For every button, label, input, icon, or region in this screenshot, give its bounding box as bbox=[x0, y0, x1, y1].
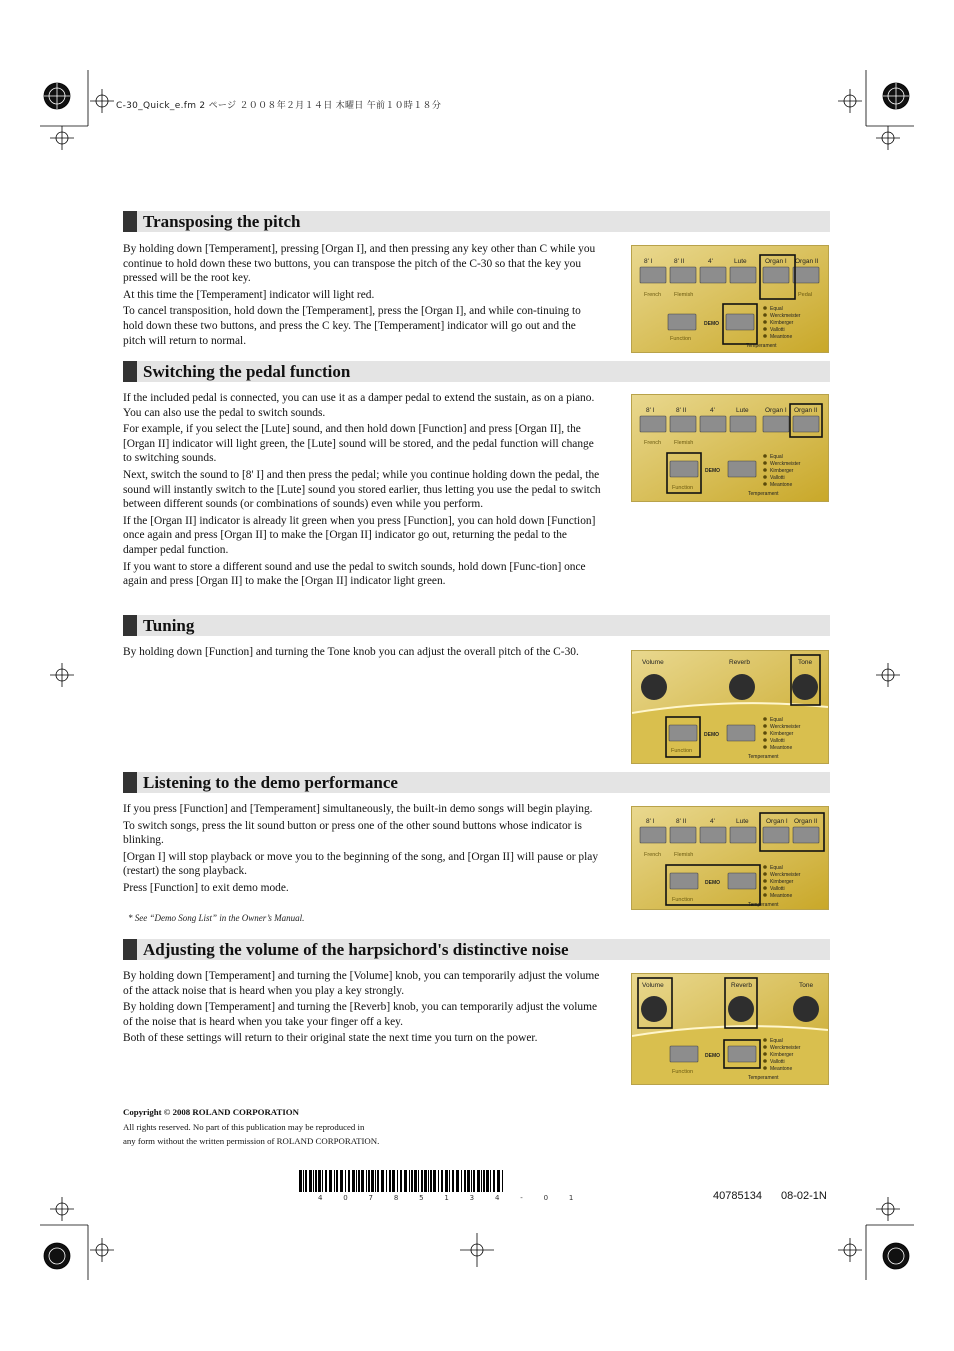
barcode-bar bbox=[305, 1170, 307, 1192]
svg-text:Organ I: Organ I bbox=[765, 407, 787, 414]
barcode-bar bbox=[345, 1170, 346, 1192]
barcode-bar bbox=[318, 1170, 321, 1192]
section-marker bbox=[123, 361, 137, 382]
barcode-bar bbox=[348, 1170, 350, 1192]
section-title: Adjusting the volume of the harpsichord's distinctive noise bbox=[143, 940, 569, 959]
svg-text:Tone: Tone bbox=[799, 982, 814, 989]
paragraph: By holding down [Temperament] and turning the [Reverb] knob, you can temporarily adjust the volume of the noise that is heard when you take your finger off a key. bbox=[123, 1001, 598, 1028]
barcode-bar bbox=[452, 1170, 454, 1192]
barcode-bar bbox=[461, 1170, 462, 1192]
barcode-bar bbox=[467, 1170, 470, 1192]
barcode-bar bbox=[428, 1170, 429, 1192]
barcode-bar bbox=[329, 1170, 332, 1192]
barcode-bar bbox=[392, 1170, 395, 1192]
svg-text:Function: Function bbox=[672, 1069, 694, 1075]
svg-text:Equal: Equal bbox=[770, 865, 783, 871]
barcode-bar bbox=[325, 1170, 327, 1192]
panel-drawing bbox=[632, 246, 828, 352]
svg-text:Vallotti: Vallotti bbox=[770, 738, 785, 744]
sublabel-pedal: Pedal bbox=[798, 292, 813, 298]
barcode-bar bbox=[397, 1170, 398, 1192]
barcode-bar bbox=[315, 1170, 317, 1192]
svg-text:Werckmeister: Werckmeister bbox=[770, 1045, 801, 1051]
svg-text:Volume: Volume bbox=[642, 982, 664, 989]
svg-text:8' I: 8' I bbox=[646, 407, 655, 414]
svg-text:Kirnberger: Kirnberger bbox=[770, 468, 794, 474]
barcode-bar bbox=[473, 1170, 475, 1192]
svg-text:Vallotti: Vallotti bbox=[770, 475, 785, 481]
panel-drawing bbox=[632, 974, 828, 1084]
svg-text:Function: Function bbox=[672, 485, 694, 491]
svg-text:Temperament: Temperament bbox=[748, 902, 779, 908]
barcode-bar bbox=[340, 1170, 343, 1192]
barcode-bar bbox=[400, 1170, 402, 1192]
barcode-bar bbox=[361, 1170, 364, 1192]
barcode-bar bbox=[497, 1170, 500, 1192]
svg-text:4': 4' bbox=[710, 818, 715, 825]
barcode-bar bbox=[477, 1170, 480, 1192]
panel-illustration-pedal bbox=[631, 394, 829, 502]
panel-drawing bbox=[632, 651, 828, 763]
paragraph: To switch songs, press the lit sound button or press one of the other sound buttons whose indicator is blinking. bbox=[123, 819, 582, 847]
section-body-tuning bbox=[123, 645, 601, 662]
svg-text:Temperament: Temperament bbox=[748, 1075, 779, 1081]
paragraph: [Organ I] will stop playback or move you to the beginning of the song, and [Organ II] will pause or play (restart) the song playback. bbox=[123, 850, 599, 878]
demo-label: DEMO bbox=[704, 321, 719, 327]
svg-text:Werckmeister: Werckmeister bbox=[770, 724, 801, 730]
label-organ2: Organ II bbox=[795, 258, 819, 265]
svg-text:Temperament: Temperament bbox=[748, 754, 779, 760]
svg-text:Flemish: Flemish bbox=[674, 852, 694, 858]
barcode-bar bbox=[456, 1170, 459, 1192]
paragraph: To cancel transposition, hold down the [Temperament], press the [Organ I], and while con-tinuing to hold down these two buttons, and press the C key. The [Temperament] indicator will go out and the pitch will return to normal. bbox=[123, 305, 581, 347]
section-marker bbox=[123, 939, 137, 960]
section-title: Transposing the pitch bbox=[143, 212, 301, 231]
section-title: Tuning bbox=[143, 616, 195, 635]
barcode-bar bbox=[449, 1170, 450, 1192]
svg-text:Kirnberger: Kirnberger bbox=[770, 731, 794, 737]
panel-drawing bbox=[632, 395, 828, 501]
copyright-block bbox=[123, 1105, 379, 1149]
temp-vall: Vallotti bbox=[770, 327, 785, 333]
barcode-bar bbox=[334, 1170, 335, 1192]
section-body-harpsichord-noise bbox=[123, 969, 601, 1048]
temperament-label: Temperament bbox=[746, 343, 777, 349]
barcode-bar bbox=[464, 1170, 466, 1192]
label-organ1: Organ I bbox=[765, 258, 787, 265]
barcode-bar bbox=[441, 1170, 443, 1192]
temp-kirn: Kirnberger bbox=[770, 320, 794, 326]
barcode-bar bbox=[377, 1170, 379, 1192]
temp-mean: Meantone bbox=[770, 334, 793, 340]
paragraph: Both of these settings will return to their original state the next time you turn on the power. bbox=[123, 1032, 538, 1045]
barcode-bar bbox=[356, 1170, 357, 1192]
barcode-bar bbox=[483, 1170, 485, 1192]
barcode-bar bbox=[309, 1170, 312, 1192]
paragraph: Next, switch the sound to [8' I] and then press the pedal; while you continue holding down the pedal, the sound will instantly switch to the [Lute] sound you stored earlier, thus letting you use the pedal to switch between different sounds (or combinations of sounds) even while you perform. bbox=[123, 468, 601, 511]
svg-text:Kirnberger: Kirnberger bbox=[770, 1052, 794, 1058]
paragraph: For example, if you select the [Lute] sound, and then hold down [Function] and press [Organ II], the [Organ II] indicator will light green, the [Lute] sound will be stored, and the pedal function will change to switching sounds. bbox=[123, 423, 594, 465]
barcode-bar bbox=[389, 1170, 391, 1192]
section-marker bbox=[123, 615, 137, 636]
knob-label-tone: Tone bbox=[798, 659, 813, 666]
paragraph: At this time the [Temperament] indicator will light red. bbox=[123, 288, 375, 301]
document-number: 40785134 bbox=[713, 1190, 762, 1202]
barcode-bar bbox=[358, 1170, 360, 1192]
svg-text:Flemish: Flemish bbox=[674, 440, 694, 446]
paragraph: By holding down [Temperament], pressing [Organ I], and then pressing any key other than C while you continue to hold down these two buttons, you can transpose the pitch of the C-30 so that the key you pressed will be the root key. bbox=[123, 243, 596, 285]
label-4: 4' bbox=[708, 258, 713, 265]
barcode-bar bbox=[438, 1170, 439, 1192]
barcode-image bbox=[297, 1170, 507, 1196]
barcode-bar bbox=[421, 1170, 423, 1192]
paragraph: By holding down [Function] and turning the Tone knob you can adjust the overall pitch of the C-30. bbox=[123, 646, 579, 658]
section-heading-transposing bbox=[123, 211, 830, 232]
svg-text:8' II: 8' II bbox=[676, 818, 687, 825]
barcode-bar bbox=[303, 1170, 304, 1192]
copyright-line: any form without the written permission of ROLAND CORPORATION. bbox=[123, 1136, 380, 1146]
section-marker bbox=[123, 772, 137, 793]
footnote-demo-list: * See “Demo Song List” in the Owner’s Manual. bbox=[128, 913, 305, 923]
section-body-transposing bbox=[123, 242, 601, 350]
svg-text:Reverb: Reverb bbox=[731, 982, 752, 989]
paragraph: By holding down [Temperament] and turning the [Volume] knob, you can temporarily adjust the volume of the attack noise that is heard when you play a key strongly. bbox=[123, 970, 600, 997]
barcode-bar bbox=[404, 1170, 407, 1192]
knob-label-reverb: Reverb bbox=[729, 659, 750, 666]
file-header-line: C-30_Quick_e.fm 2 ページ ２００８年２月１４日 木曜日 午前１０時１８分 bbox=[116, 101, 442, 111]
svg-text:Meantone: Meantone bbox=[770, 893, 793, 899]
svg-text:DEMO: DEMO bbox=[704, 732, 719, 738]
document-date-code: 08-02-1N bbox=[781, 1190, 827, 1202]
barcode-bar bbox=[430, 1170, 432, 1192]
barcode-bar bbox=[471, 1170, 472, 1192]
svg-text:Function: Function bbox=[671, 748, 693, 754]
copyright-line: All rights reserved. No part of this publication may be reproduced in bbox=[123, 1121, 365, 1132]
panel-drawing bbox=[632, 807, 828, 909]
svg-text:Organ II: Organ II bbox=[794, 407, 818, 414]
barcode-bar bbox=[336, 1170, 338, 1192]
temp-werck: Werckmeister bbox=[770, 313, 801, 319]
paragraph: If the included pedal is connected, you can use it as a damper pedal to extend the sustain, as on a piano. You can also use the pedal to switch sounds. bbox=[123, 392, 595, 419]
section-marker bbox=[123, 211, 137, 232]
temp-equal: Equal bbox=[770, 306, 783, 312]
svg-text:Werckmeister: Werckmeister bbox=[770, 461, 801, 467]
barcode-bar bbox=[366, 1170, 367, 1192]
barcode-bar bbox=[352, 1170, 355, 1192]
knob-label-volume: Volume bbox=[642, 659, 664, 666]
label-8-1: 8' I bbox=[644, 258, 653, 265]
svg-text:4': 4' bbox=[710, 407, 715, 414]
svg-text:Equal: Equal bbox=[770, 717, 783, 723]
barcode-bar bbox=[414, 1170, 417, 1192]
svg-text:DEMO: DEMO bbox=[705, 880, 720, 886]
function-label: Function bbox=[670, 336, 692, 342]
barcode-bar bbox=[433, 1170, 436, 1192]
barcode-bar bbox=[299, 1170, 302, 1192]
svg-text:Function: Function bbox=[672, 897, 694, 903]
panel-illustration-knobs-volume bbox=[631, 973, 829, 1085]
panel-illustration-demo bbox=[631, 806, 829, 910]
section-heading-pedal bbox=[123, 361, 830, 382]
barcode-bar bbox=[381, 1170, 384, 1192]
barcode-bar bbox=[490, 1170, 491, 1192]
section-heading-demo bbox=[123, 772, 830, 793]
svg-text:Meantone: Meantone bbox=[770, 482, 793, 488]
barcode-bar bbox=[371, 1170, 374, 1192]
svg-text:French: French bbox=[644, 440, 662, 446]
svg-text:8' I: 8' I bbox=[646, 818, 655, 825]
barcode-bar bbox=[368, 1170, 370, 1192]
svg-text:DEMO: DEMO bbox=[705, 1053, 720, 1059]
section-body-pedal bbox=[123, 391, 601, 591]
svg-text:Equal: Equal bbox=[770, 454, 783, 460]
svg-text:Equal: Equal bbox=[770, 1038, 783, 1044]
barcode-bar bbox=[486, 1170, 489, 1192]
panel-illustration-buttons bbox=[631, 245, 829, 353]
svg-text:Kirnberger: Kirnberger bbox=[770, 879, 794, 885]
section-heading-tuning bbox=[123, 615, 830, 636]
section-title: Listening to the demo performance bbox=[143, 773, 398, 792]
panel-illustration-knobs-tone bbox=[631, 650, 829, 764]
svg-text:Werckmeister: Werckmeister bbox=[770, 872, 801, 878]
barcode-digits: 4 0 7 8 5 1 3 4 - 0 1 bbox=[318, 1194, 583, 1202]
section-heading-harpsichord-noise bbox=[123, 939, 830, 960]
paragraph: If the [Organ II] indicator is already lit green when you press [Function], you can hold down [Function] once again and press [Organ II] to make the [Organ II] indicator go out, returning the pedal to the damper pedal function. bbox=[123, 514, 596, 556]
barcode-bar bbox=[502, 1170, 503, 1192]
barcode-bar bbox=[424, 1170, 427, 1192]
svg-text:Vallotti: Vallotti bbox=[770, 1059, 785, 1065]
copyright-title: Copyright © 2008 ROLAND CORPORATION bbox=[123, 1107, 299, 1117]
barcode-bar bbox=[445, 1170, 448, 1192]
barcode-bar bbox=[411, 1170, 413, 1192]
barcode-bar bbox=[493, 1170, 495, 1192]
svg-text:Organ I: Organ I bbox=[766, 818, 788, 825]
section-title: Switching the pedal function bbox=[143, 362, 351, 381]
paragraph: Press [Function] to exit demo mode. bbox=[123, 881, 289, 894]
barcode-bar bbox=[313, 1170, 314, 1192]
label-8-2: 8' II bbox=[674, 258, 685, 265]
paragraph: If you press [Function] and [Temperament] simultaneously, the built-in demo songs will begin playing. bbox=[123, 803, 593, 815]
paragraph: If you want to store a different sound and use the pedal to switch sounds, hold down [Func-tion] once again and press [Organ II] to make the [Organ II] indicator light green. bbox=[123, 560, 586, 588]
sublabel-french: French bbox=[644, 292, 662, 298]
svg-text:Meantone: Meantone bbox=[770, 1066, 793, 1072]
sublabel-flemish: Flemish bbox=[674, 292, 694, 298]
svg-text:Lute: Lute bbox=[736, 407, 749, 414]
barcode-bar bbox=[481, 1170, 482, 1192]
svg-text:Temperament: Temperament bbox=[748, 491, 779, 497]
barcode-bar bbox=[375, 1170, 376, 1192]
barcode-bar bbox=[322, 1170, 323, 1192]
barcode-bar bbox=[409, 1170, 410, 1192]
barcode-bar bbox=[418, 1170, 419, 1192]
svg-text:Meantone: Meantone bbox=[770, 745, 793, 751]
svg-text:Lute: Lute bbox=[736, 818, 749, 825]
label-lute: Lute bbox=[734, 258, 747, 265]
svg-text:8' II: 8' II bbox=[676, 407, 687, 414]
svg-text:French: French bbox=[644, 852, 662, 858]
svg-text:DEMO: DEMO bbox=[705, 468, 720, 474]
section-body-demo bbox=[123, 802, 601, 898]
barcode-bar bbox=[386, 1170, 387, 1192]
svg-text:Vallotti: Vallotti bbox=[770, 886, 785, 892]
svg-text:Organ II: Organ II bbox=[794, 818, 818, 825]
